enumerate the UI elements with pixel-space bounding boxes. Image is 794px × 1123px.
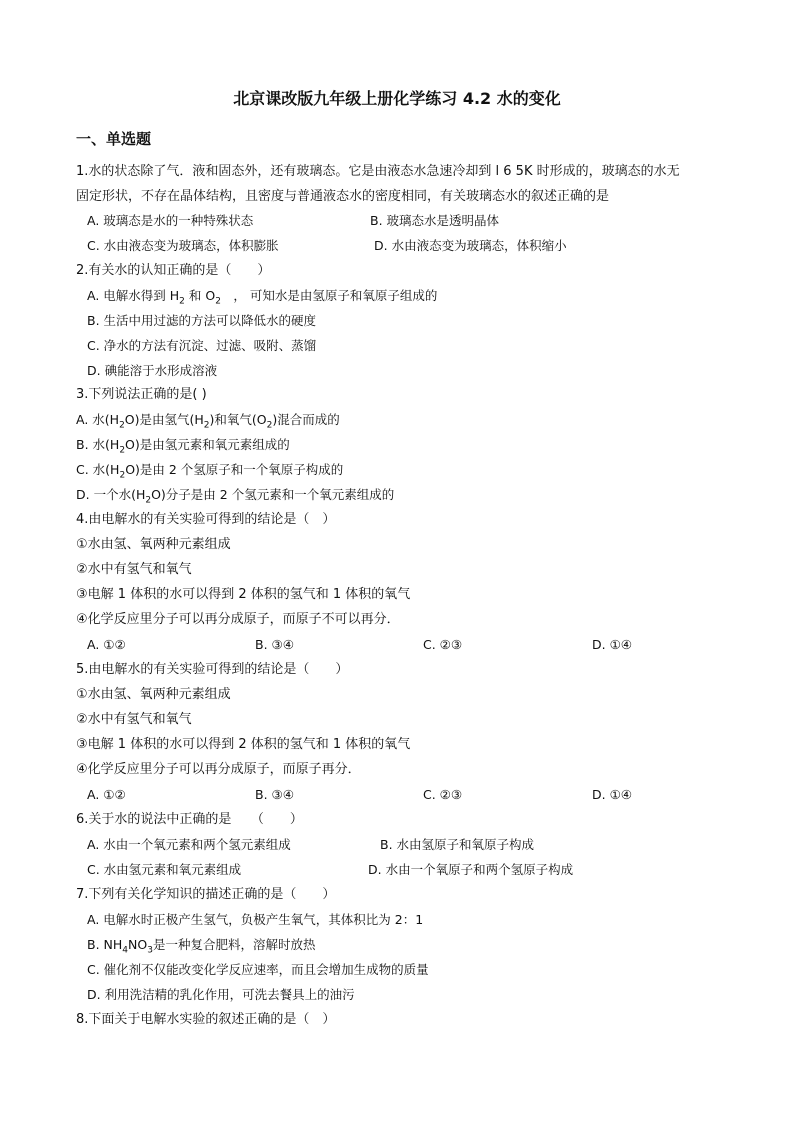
question-2-option-c: C. 净水的方法有沉淀、过滤、吸附、蒸馏 — [87, 338, 317, 353]
question-7-option-c: C. 催化剂不仅能改变化学反应速率，而且会增加生成物的质量 — [87, 962, 429, 977]
question-5-statement-2: ②水中有氢气和氧气 — [76, 712, 192, 727]
question-3-option-d: D. 一个水$(H_2O)$分子是由 2 个氢元素和一个氧元素组成的 — [76, 487, 395, 506]
question-4-statement-4: ④化学反应里分子可以再分成原子，而原子不可以再分． — [76, 612, 400, 627]
question-4-statement-3: ③电解 1 体积的水可以得到 2 体积的氢气和 1 体积的氧气 — [76, 587, 411, 602]
question-1-option-c: C. 水由液态变为玻璃态，体积膨胀 — [87, 238, 279, 253]
question-6-option-d: D. 水由一个氧原子和两个氢原子构成 — [368, 862, 574, 877]
question-7-option-a: A. 电解水时正极产生氢气，负极产生氧气，其体积比为 2：1 — [87, 912, 424, 927]
question-1-stem-cont: 固定形状，不存在晶体结构，且密度与普通液态水的密度相同，有关玻璃态水的叙述正确的是 — [76, 189, 610, 204]
question-2-option-b: B. 生活中用过滤的方法可以降低水的硬度 — [87, 313, 317, 328]
question-5-option-c: C. ②③ — [423, 787, 463, 802]
question-5-option-a: A. ①② — [87, 787, 126, 802]
question-7-option-b: B. $NH_4NO_3$是一种复合肥料，溶解时放热 — [87, 937, 316, 956]
question-6-option-c: C. 水由氢元素和氧元素组成 — [87, 862, 242, 877]
question-1-option-a: A. 玻璃态是水的一种特殊状态 — [87, 213, 254, 228]
question-3-option-c: C. 水$(H_2O)$是由 2 个氢原子和一个氧原子构成的 — [76, 462, 344, 481]
question-3-option-b: B. 水$(H_2O)$是由氢元素和氧元素组成的 — [76, 437, 290, 456]
question-1-option-b: B. 玻璃态水是透明晶体 — [370, 213, 500, 228]
page-title: 北京课改版九年级上册化学练习 4.2 水的变化 — [233, 89, 561, 108]
question-3-option-a: A. 水$(H_2O)$是由氢气$(H_2)$和氧气$(O_2)$混合而成的 — [76, 412, 340, 431]
question-4-option-b: B. ③④ — [255, 637, 294, 652]
question-2-option-d: D. 碘能溶于水形成溶液 — [87, 363, 218, 378]
question-5-stem: 5.由电解水的有关实验可得到的结论是（ ） — [76, 662, 349, 677]
question-2-option-a: A. 电解水得到 $H_2$ 和 $O_2$ ， 可知水是由氢原子和氧原子组成的 — [87, 288, 438, 307]
question-6-option-a: A. 水由一个氧元素和两个氢元素组成 — [87, 837, 291, 852]
section-heading: 一、单选题 — [76, 130, 152, 148]
question-4-statement-2: ②水中有氢气和氧气 — [76, 562, 192, 577]
question-7-stem: 7.下列有关化学知识的描述正确的是（ ） — [76, 887, 336, 902]
question-2-stem: 2.有关水的认知正确的是（ ） — [76, 263, 271, 278]
question-6-stem: 6.关于水的说法中正确的是 （ ） — [76, 812, 303, 827]
question-8-stem: 8.下面关于电解水实验的叙述正确的是（ ） — [76, 1012, 336, 1027]
question-4-option-c: C. ②③ — [423, 637, 463, 652]
question-1-option-d: D. 水由液态变为玻璃态，体积缩小 — [374, 238, 567, 253]
question-5-option-d: D. ①④ — [592, 787, 632, 802]
question-4-stem: 4.由电解水的有关实验可得到的结论是（ ） — [76, 512, 336, 527]
question-7-option-d: D. 利用洗洁精的乳化作用，可洗去餐具上的油污 — [87, 987, 355, 1002]
question-5-statement-3: ③电解 1 体积的水可以得到 2 体积的氢气和 1 体积的氧气 — [76, 737, 411, 752]
question-4-option-d: D. ①④ — [592, 637, 632, 652]
question-4-option-a: A. ①② — [87, 637, 126, 652]
question-5-option-b: B. ③④ — [255, 787, 294, 802]
question-5-statement-1: ①水由氢、氧两种元素组成 — [76, 687, 231, 702]
question-6-option-b: B. 水由氢原子和氧原子构成 — [380, 837, 535, 852]
question-1-stem: 1.水的状态除了气．液和固态外，还有玻璃态。它是由液态水急速冷却到 l 6 5K 时形成的，玻璃态的水无 — [76, 164, 680, 179]
question-5-statement-4: ④化学反应里分子可以再分成原子，而原子再分． — [76, 762, 361, 777]
question-3-stem: 3.下列说法正确的是( ) — [76, 387, 207, 402]
question-4-statement-1: ①水由氢、氧两种元素组成 — [76, 537, 231, 552]
